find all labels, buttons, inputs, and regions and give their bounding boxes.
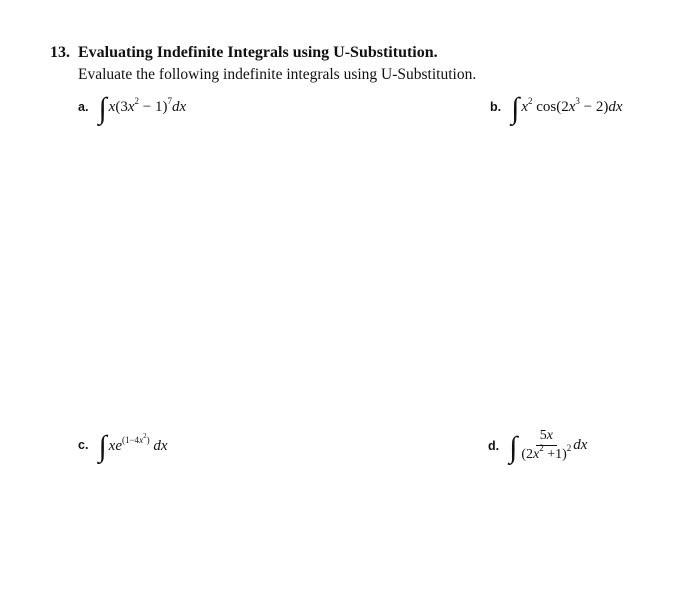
integrand: $\frac{5x}{(2x^2 +1)^2}$ dx <box>521 428 588 462</box>
problem-b <box>490 92 623 125</box>
fraction-denominator: $(2x^2 +1)^2$ <box>521 443 572 462</box>
problem-a <box>78 92 187 125</box>
question-number: 13. <box>50 44 70 61</box>
problem-label: b. <box>490 100 502 114</box>
integral-sign: ∫ <box>98 430 107 463</box>
integral-sign: ∫ <box>509 430 518 464</box>
problem-label: d. <box>488 438 500 453</box>
question-title: Evaluating Indefinite Integrals using U-Substitution. <box>78 44 438 61</box>
problem-label: a. <box>78 100 89 114</box>
fraction <box>521 428 571 463</box>
integrand: $x^2$ $\cos(2x^3 - 2)dx$ <box>521 95 623 115</box>
instruction-text: Evaluate the following indefinite integrals using U-Substitution. <box>78 66 477 83</box>
problem-d <box>488 428 587 463</box>
question-heading <box>50 44 438 62</box>
integrand: $xe^{(1-4x^2)}$ dx <box>108 431 168 454</box>
fraction-numerator: 5x <box>536 428 557 446</box>
problem-c <box>78 430 168 463</box>
integral-sign: ∫ <box>98 92 107 125</box>
integral-sign: ∫ <box>511 92 520 125</box>
integrand: $x(3x^2 - 1)^7dx$ <box>108 95 187 115</box>
problem-label: c. <box>78 438 89 452</box>
